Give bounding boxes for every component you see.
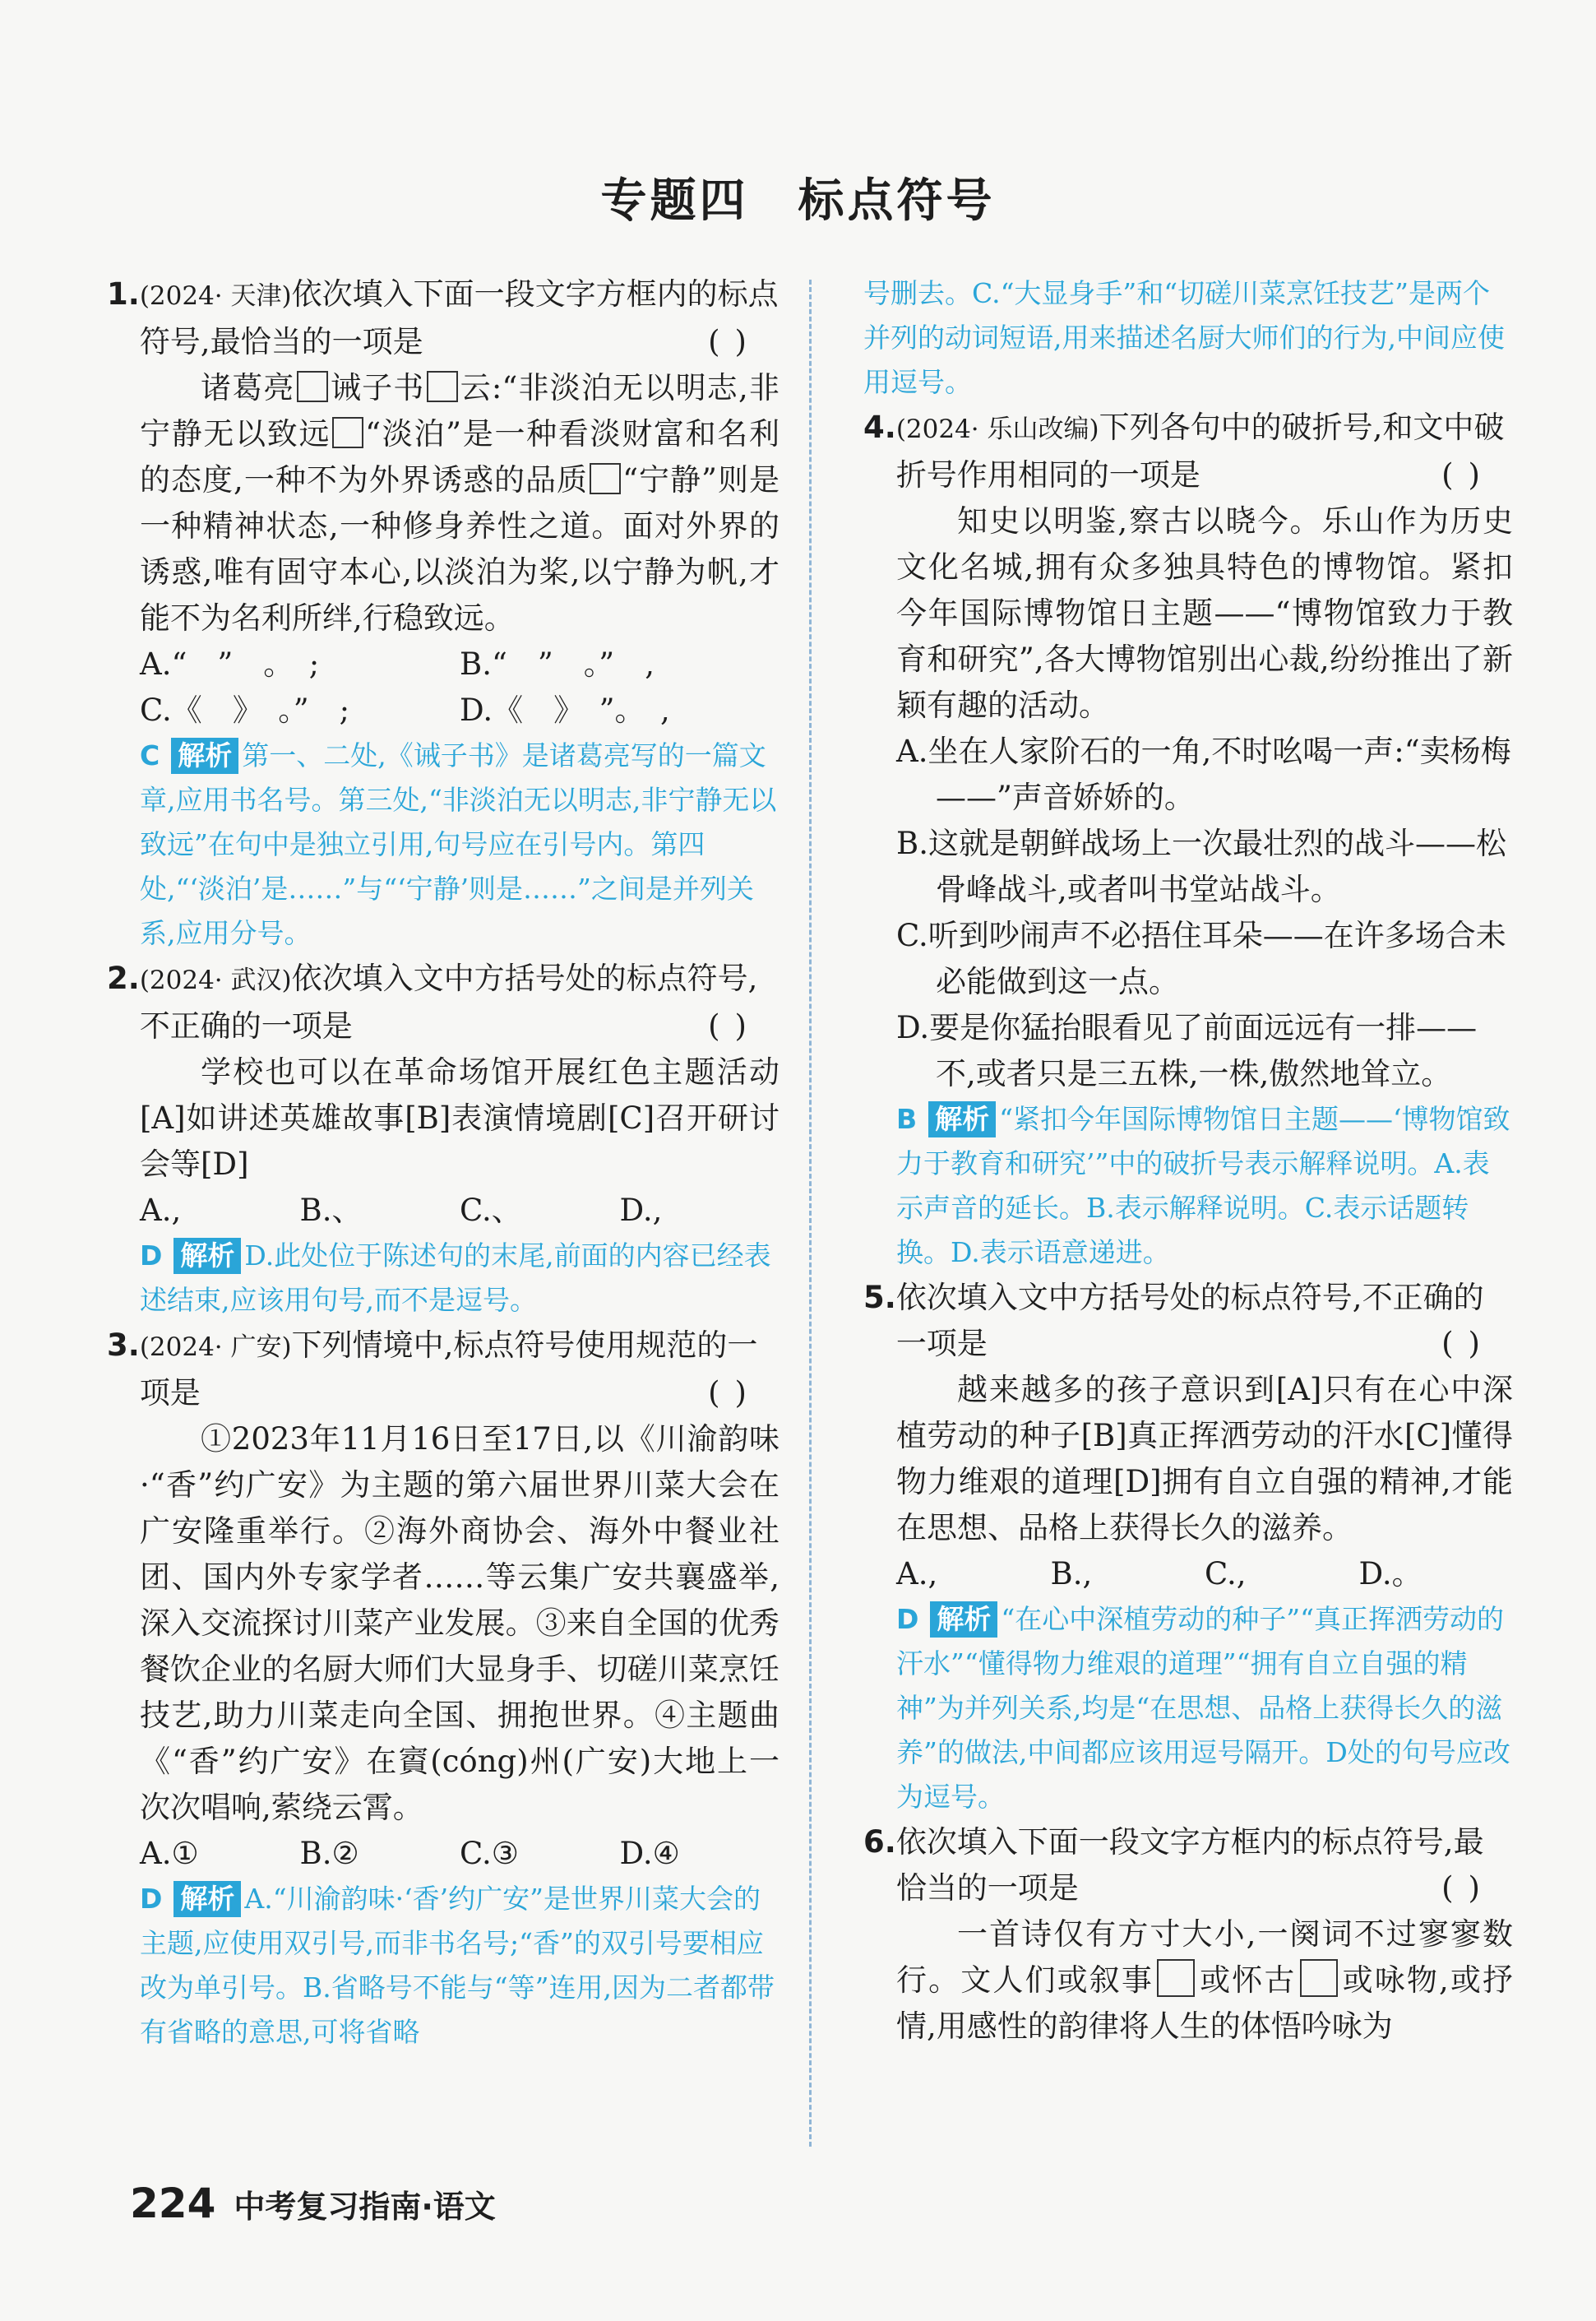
question-number: 2. (107, 961, 140, 996)
question-stem: 依次填入文中方括号处的标点符号,不正确的一项是 (895, 1280, 1484, 1361)
blank-box (590, 463, 621, 494)
analysis (863, 1097, 1513, 1275)
page-footer (130, 2180, 496, 2227)
passage: 诸葛亮 诫子书 云:“非淡泊无以明志,非宁静无以致远 “淡泊”是一种看淡财富和名利的态度,一种不为外界诱惑的品质 “宁静”则是一种精神状态,一种修身养性之道。面对外界的诱惑,唯有固守本心,以淡泊为桨,以宁静为帆,才能不为名利所绊,行稳致远。 (140, 370, 779, 636)
blank-box (1300, 1959, 1338, 1997)
answer-blank: () (1441, 1326, 1495, 1361)
option-d: D.。 (1358, 1556, 1423, 1591)
option-a: A., (896, 1556, 938, 1591)
answer-blank: () (1441, 1870, 1495, 1906)
analysis (107, 734, 779, 956)
page-number: 224 (130, 2180, 216, 2227)
option-a: A., (140, 1193, 182, 1228)
option-c: C.《 》 。” ; (140, 693, 350, 728)
option-d: D., (619, 1193, 663, 1228)
question-number: 1. (107, 276, 140, 312)
blank-box (332, 417, 363, 448)
question-stem: 依次填入文中方括号处的标点符号,不正确的一项是 (139, 961, 758, 1044)
question-stem: 依次填入下面一段文字方框内的标点符号,最恰当的一项是 (895, 1824, 1484, 1906)
analysis-tag: 解析 (173, 1238, 241, 1274)
option-c: C.、 (460, 1193, 522, 1228)
passage: 一首诗仅有方寸大小,一阕词不过寥寥数行。文人们或叙事 或怀古 或咏物,或抒情,用感性的韵律将人生的体悟吟咏为 (896, 1916, 1514, 2044)
question-number: 5. (863, 1280, 896, 1315)
options (107, 1188, 779, 1234)
options (863, 1551, 1513, 1597)
passage: 知史以明鉴,察古以晓今。乐山作为历史文化名城,拥有众多独具特色的博物馆。紧扣今年国际博物馆日主题——“博物馆致力于教育和研究”,各大博物馆别出心裁,纷纷推出了新颖有趣的活动。 (896, 503, 1513, 723)
answer-letter: D (140, 1883, 163, 1915)
right-column (863, 271, 1513, 2050)
question-number: 4. (863, 410, 896, 445)
option-b: B., (1050, 1556, 1093, 1591)
column-divider (809, 280, 812, 2147)
option-c: C.听到吵闹声不必捂住耳朵——在许多场合未必能做到这一点。 (896, 918, 1506, 999)
question-source: (2024· 广安) (139, 1332, 292, 1362)
analysis-tag: 解析 (171, 738, 238, 774)
answer-blank: () (708, 1008, 761, 1044)
option-b: B.这就是朝鲜战场上一次最壮烈的战斗——松骨峰战斗,或者叫书堂站战斗。 (896, 826, 1506, 907)
answer-letter: D (140, 1239, 163, 1272)
question-source: (2024· 武汉) (139, 966, 292, 995)
analysis-text: D.此处位于陈述句的末尾,前面的内容已经表述结束,应该用句号,而不是逗号。 (140, 1239, 771, 1316)
analysis-tag: 解析 (928, 1101, 996, 1137)
page-title: 专题四 标点符号 (600, 174, 996, 228)
question-number: 6. (863, 1824, 896, 1860)
analysis (863, 1597, 1513, 1819)
option-c: C., (1205, 1556, 1247, 1591)
question-number: 3. (107, 1327, 140, 1363)
option-a: A.① (140, 1836, 199, 1871)
question-5 (863, 1275, 1513, 1819)
question-stem: 依次填入下面一段文字方框内的标点符号,最恰当的一项是 (139, 276, 779, 359)
analysis-tag: 解析 (930, 1601, 997, 1638)
question-2 (107, 956, 779, 1323)
question-stem: 下列各句中的破折号,和文中破折号作用相同的一项是 (895, 410, 1505, 493)
analysis-text: “紧扣今年国际博物馆日主题——‘博物馆致力于教育和研究’”中的破折号表示解释说明。A.表示声音的延长。B.表示解释说明。C.表示话题转换。D.表示语意递进。 (896, 1103, 1510, 1268)
question-1 (107, 271, 779, 956)
option-a: A.坐在人家阶石的一角,不时吆喝一声:“卖杨梅——”声音娇娇的。 (896, 734, 1511, 815)
passage: 越来越多的孩子意识到[A]只有在心中深植劳动的种子[B]真正挥洒劳动的汗水[C]懂得物力维艰的道理[D]拥有自立自强的精神,才能在思想、品格上获得长久的滋养。 (896, 1372, 1513, 1545)
options (107, 642, 779, 734)
question-stem: 下列情境中,标点符号使用规范的一项是 (139, 1327, 758, 1411)
options (863, 729, 1513, 1097)
answer-letter: D (896, 1603, 919, 1635)
analysis-text: 第一、二处,《诫子书》是诸葛亮写的一篇文章,应用书名号。第三处,“非淡泊无以明志,非宁静无以致远”在句中是独立引用,句号应在引号内。第四处,“‘淡泊’是……”与“‘宁静’则是……”之间是并列关系,应用分号。 (140, 739, 777, 949)
blank-box (1157, 1959, 1195, 1997)
passage: 学校也可以在革命场馆开展红色主题活动[A]如讲述英雄故事[B]表演情境剧[C]召开研讨会等[D] (140, 1054, 779, 1182)
answer-blank: () (1441, 457, 1495, 493)
answer-blank: () (708, 324, 761, 359)
analysis-tag: 解析 (173, 1881, 241, 1917)
answer-letter: C (140, 739, 160, 771)
option-a: A.“ ” 。 ; (140, 646, 320, 682)
question-3 (107, 1323, 779, 2055)
option-c: C.③ (460, 1836, 519, 1871)
analysis-continued: 号删去。C.“大显身手”和“切磋川菜烹饪技艺”是两个并列的动词短语,用来描述名厨大师们的行为,中间应使用逗号。 (863, 277, 1505, 398)
blank-box (297, 371, 328, 402)
question-6 (863, 1819, 1513, 2050)
option-b: B.② (299, 1836, 359, 1871)
analysis (107, 1877, 779, 2055)
analysis (107, 1234, 779, 1323)
option-d: D.④ (619, 1836, 680, 1871)
option-d: D.要是你猛抬眼看见了前面远远有一排——不,或者只是三五株,一株,傲然地耸立。 (896, 1010, 1478, 1091)
blank-box (427, 371, 458, 402)
option-b: B.、 (299, 1193, 363, 1228)
option-d: D.《 》 ”。 , (460, 693, 670, 728)
options (107, 1831, 779, 1877)
answer-letter: B (896, 1103, 918, 1135)
analysis-text: “在心中深植劳动的种子”“真正挥洒劳动的汗水”“懂得物力维艰的道理”“拥有自立自强的精神”为并列关系,均是“在思想、品格上获得长久的滋养”的做法,中间都应该用逗号隔开。D处的句号应改为逗号。 (896, 1603, 1510, 1813)
question-source: (2024· 天津) (139, 281, 292, 311)
question-source: (2024· 乐山改编) (895, 415, 1099, 444)
passage: ①2023年11月16日至17日,以《川渝韵味·“香”约广安》为主题的第六届世界川菜大会在广安隆重举行。②海外商协会、海外中餐业社团、国内外专家学者……等云集广安共襄盛举,深入交流探讨川菜产业发展。③来自全国的优秀餐饮企业的名厨大师们大显身手、切磋川菜烹饪技艺,助力川菜走向全国、拥抱世界。④主题曲《“香”约广安》在賨(cóng)州(广安)大地上一次次唱响,萦绕云霄。 (140, 1421, 779, 1825)
analysis-text: A.“川渝韵味·‘香’约广安”是世界川菜大会的主题,应使用双引号,而非书名号;“香”的双引号要相应改为单引号。B.省略号不能与“等”连用,因为二者都带有省略的意思,可将省略 (140, 1883, 775, 2048)
answer-blank: () (708, 1375, 761, 1411)
question-4 (863, 405, 1513, 1275)
option-b: B.“ ” 。” , (460, 646, 655, 682)
left-column (107, 271, 779, 2055)
book-title: 中考复习指南·语文 (234, 2189, 496, 2225)
